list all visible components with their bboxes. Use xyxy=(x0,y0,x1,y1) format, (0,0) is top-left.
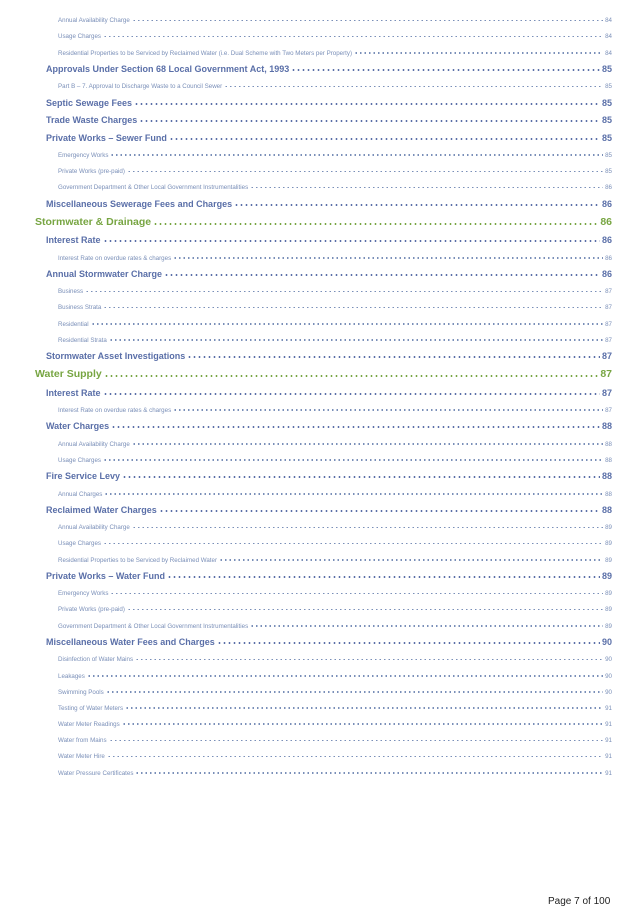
dot-leader xyxy=(139,120,600,122)
toc-entry-page-number: 89 xyxy=(605,622,612,630)
dot-leader xyxy=(103,393,600,395)
dot-leader xyxy=(132,443,603,445)
toc-entry-title: Fire Service Levy xyxy=(46,471,121,482)
dot-leader xyxy=(132,527,603,529)
toc-entry-title: Approvals Under Section 68 Local Government Act, 1993 xyxy=(46,64,290,75)
dot-leader xyxy=(125,707,603,709)
toc-entry-title: Interest Rate on overdue rates & charges xyxy=(58,254,172,262)
toc-item-entry[interactable] xyxy=(0,696,624,712)
toc-subsection-entry[interactable] xyxy=(0,57,624,75)
toc-item-entry[interactable] xyxy=(0,680,624,696)
dot-leader xyxy=(127,609,603,611)
dot-leader xyxy=(122,476,600,478)
toc-entry-title: Residential Properties to be Serviced by Reclaimed Water (i.e. Dual Scheme with Two Meters per Property) xyxy=(58,49,353,57)
toc-entry-page-number: 87 xyxy=(605,336,612,344)
toc-item-entry[interactable] xyxy=(0,663,624,679)
toc-item-entry[interactable] xyxy=(0,311,624,327)
toc-entry-page-number: 88 xyxy=(605,440,612,448)
toc-entry-page-number: 89 xyxy=(605,590,612,598)
toc-entry-page-number: 89 xyxy=(605,524,612,532)
toc-entry-page-number: 88 xyxy=(605,490,612,498)
toc-entry-title: Trade Waste Charges xyxy=(46,115,138,126)
toc-entry-title: Miscellaneous Water Fees and Charges xyxy=(46,637,215,648)
dot-leader xyxy=(103,307,603,309)
dot-leader xyxy=(103,240,600,242)
toc-item-entry[interactable] xyxy=(0,515,624,531)
toc-item-entry[interactable] xyxy=(0,613,624,629)
toc-entry-title: Interest Rate on overdue rates & charges xyxy=(58,406,172,414)
toc-entry-page-number: 85 xyxy=(601,64,612,75)
toc-entry-title: Stormwater Asset Investigations xyxy=(46,351,186,362)
toc-item-entry[interactable] xyxy=(0,728,624,744)
toc-entry-page-number: 85 xyxy=(601,132,612,143)
toc-entry-page-number: 85 xyxy=(601,97,612,108)
toc-item-entry[interactable] xyxy=(0,597,624,613)
toc-entry-title: Emergency Works xyxy=(58,151,109,159)
toc-entry-page-number: 86 xyxy=(605,254,612,262)
dot-leader xyxy=(135,772,603,774)
toc-entry-title: Private Works – Sewer Fund xyxy=(46,132,167,143)
toc-entry-title: Stormwater & Drainage xyxy=(35,215,152,228)
toc-subsection-entry[interactable] xyxy=(0,108,624,126)
toc-entry-page-number: 91 xyxy=(605,769,612,777)
toc-entry-title: Swimming Pools xyxy=(58,688,104,696)
toc-item-entry[interactable] xyxy=(0,295,624,311)
dot-leader xyxy=(85,291,603,293)
toc-subsection-entry[interactable] xyxy=(0,380,624,398)
toc-entry-title: Water Supply xyxy=(35,368,102,381)
toc-subsection-entry[interactable] xyxy=(0,498,624,516)
toc-entry-title: Annual Availability Charge xyxy=(58,17,130,25)
toc-entry-title: Business Strata xyxy=(58,304,102,312)
toc-item-entry[interactable] xyxy=(0,279,624,295)
dot-leader xyxy=(103,459,603,461)
dot-leader xyxy=(224,86,603,88)
dot-leader xyxy=(103,36,603,38)
toc-entry-page-number: 88 xyxy=(601,471,612,482)
toc-item-entry[interactable] xyxy=(0,647,624,663)
toc-item-entry[interactable] xyxy=(0,24,624,40)
dot-leader xyxy=(87,675,603,677)
dot-leader xyxy=(122,723,603,725)
toc-entry-page-number: 85 xyxy=(601,115,612,126)
page-number-footer: Page 7 of 100 xyxy=(548,896,611,907)
toc-section-heading[interactable] xyxy=(0,361,624,380)
toc-entry-title: Private Works (pre-paid) xyxy=(58,168,125,176)
toc-item-entry[interactable] xyxy=(0,531,624,547)
dot-leader xyxy=(127,171,603,173)
toc-item-entry[interactable] xyxy=(0,40,624,56)
toc-item-entry[interactable] xyxy=(0,159,624,175)
toc-entry-page-number: 89 xyxy=(601,571,612,582)
toc-entry-title: Annual Availability Charge xyxy=(58,440,130,448)
toc-entry-page-number: 87 xyxy=(605,304,612,312)
toc-item-entry[interactable] xyxy=(0,328,624,344)
toc-entry-page-number: 90 xyxy=(605,688,612,696)
dot-leader xyxy=(167,576,600,578)
toc-entry-title: Testing of Water Meters xyxy=(58,704,124,712)
toc-item-entry[interactable] xyxy=(0,581,624,597)
toc-entry-title: Miscellaneous Sewerage Fees and Charges xyxy=(46,198,233,209)
toc-entry-title: Emergency Works xyxy=(58,590,109,598)
toc-entry-title: Reclaimed Water Charges xyxy=(46,505,157,515)
toc-item-entry[interactable] xyxy=(0,398,624,414)
toc-entry-title: Business xyxy=(58,288,84,296)
toc-entry-title: Water Meter Readings xyxy=(58,721,120,729)
dot-leader xyxy=(134,103,600,105)
toc-entry-page-number: 86 xyxy=(601,235,612,246)
toc-item-entry[interactable] xyxy=(0,744,624,760)
toc-entry-title: Government Department & Other Local Government Instrumentalities xyxy=(58,184,249,192)
toc-item-entry[interactable] xyxy=(0,547,624,563)
dot-leader xyxy=(354,52,603,54)
dot-leader xyxy=(104,493,603,495)
dot-leader xyxy=(104,375,599,377)
toc-entry-page-number: 90 xyxy=(605,672,612,680)
toc-item-entry[interactable] xyxy=(0,143,624,159)
toc-item-entry[interactable] xyxy=(0,760,624,776)
toc-subsection-entry[interactable] xyxy=(0,414,624,432)
toc-entry-page-number: 91 xyxy=(605,753,612,761)
toc-entry-title: Government Department & Other Local Government Instrumentalities xyxy=(58,622,249,630)
dot-leader xyxy=(91,323,603,325)
toc-subsection-entry[interactable] xyxy=(0,564,624,582)
toc-entry-title: Usage Charges xyxy=(58,33,101,41)
toc-entry-page-number: 87 xyxy=(605,406,612,414)
toc-subsection-entry[interactable] xyxy=(0,90,624,108)
toc-entry-page-number: 86 xyxy=(600,215,612,228)
dot-leader xyxy=(164,274,600,276)
table-of-contents xyxy=(0,8,624,777)
toc-item-entry[interactable] xyxy=(0,74,624,90)
toc-entry-page-number: 88 xyxy=(601,421,612,432)
toc-entry-page-number: 91 xyxy=(605,737,612,745)
toc-entry-page-number: 86 xyxy=(601,269,612,279)
dot-leader xyxy=(217,642,600,644)
toc-subsection-entry[interactable] xyxy=(0,228,624,246)
dot-leader xyxy=(169,138,600,140)
dot-leader xyxy=(111,426,600,428)
dot-leader xyxy=(103,543,603,545)
toc-entry-title: Leakages xyxy=(58,672,85,680)
dot-leader xyxy=(110,593,603,595)
toc-entry-page-number: 87 xyxy=(600,368,612,381)
toc-entry-page-number: 85 xyxy=(605,83,612,91)
toc-entry-page-number: 87 xyxy=(605,288,612,296)
dot-leader xyxy=(219,559,603,561)
toc-entry-title: Annual Charges xyxy=(58,490,103,498)
toc-entry-title: Part B – 7. Approval to Discharge Waste to a Council Sewer xyxy=(58,83,223,91)
toc-entry-page-number: 90 xyxy=(601,637,612,648)
toc-entry-page-number: 89 xyxy=(605,556,612,564)
toc-subsection-entry[interactable] xyxy=(0,262,624,280)
toc-item-entry[interactable] xyxy=(0,245,624,261)
dot-leader xyxy=(132,20,603,22)
dot-leader xyxy=(173,409,603,411)
dot-leader xyxy=(109,339,603,341)
toc-item-entry[interactable] xyxy=(0,431,624,447)
toc-entry-page-number: 85 xyxy=(605,168,612,176)
toc-entry-page-number: 86 xyxy=(601,198,612,209)
toc-entry-title: Private Works – Water Fund xyxy=(46,571,166,582)
dot-leader xyxy=(250,625,603,627)
toc-entry-page-number: 89 xyxy=(605,606,612,614)
toc-subsection-entry[interactable] xyxy=(0,344,624,362)
toc-entry-page-number: 87 xyxy=(605,320,612,328)
toc-entry-title: Water Pressure Certificates xyxy=(58,769,134,777)
toc-entry-title: Interest Rate xyxy=(46,387,101,398)
toc-entry-page-number: 91 xyxy=(605,704,612,712)
dot-leader xyxy=(159,510,600,512)
toc-entry-title: Residential Strata xyxy=(58,336,107,344)
toc-entry-title: Septic Sewage Fees xyxy=(46,97,133,108)
toc-entry-title: Annual Availability Charge xyxy=(58,524,130,532)
toc-entry-page-number: 88 xyxy=(605,456,612,464)
toc-subsection-entry[interactable] xyxy=(0,464,624,482)
dot-leader xyxy=(173,257,603,259)
toc-entry-page-number: 84 xyxy=(605,33,612,41)
toc-entry-page-number: 88 xyxy=(601,505,612,515)
toc-entry-page-number: 91 xyxy=(605,721,612,729)
dot-leader xyxy=(107,756,603,758)
toc-entry-title: Residential Properties to be Serviced by Reclaimed Water xyxy=(58,556,217,564)
toc-subsection-entry[interactable] xyxy=(0,191,624,209)
toc-entry-title: Usage Charges xyxy=(58,540,101,548)
toc-subsection-entry[interactable] xyxy=(0,630,624,648)
toc-item-entry[interactable] xyxy=(0,481,624,497)
toc-item-entry[interactable] xyxy=(0,712,624,728)
toc-section-heading[interactable] xyxy=(0,209,624,228)
toc-entry-page-number: 89 xyxy=(605,540,612,548)
toc-entry-title: Usage Charges xyxy=(58,456,101,464)
dot-leader xyxy=(187,356,600,358)
dot-leader xyxy=(291,69,600,71)
dot-leader xyxy=(109,740,604,742)
toc-item-entry[interactable] xyxy=(0,175,624,191)
toc-entry-page-number: 85 xyxy=(605,151,612,159)
toc-entry-page-number: 84 xyxy=(605,17,612,25)
dot-leader xyxy=(106,691,603,693)
toc-entry-page-number: 87 xyxy=(601,387,612,398)
toc-item-entry[interactable] xyxy=(0,448,624,464)
dot-leader xyxy=(110,154,603,156)
toc-entry-page-number: 86 xyxy=(605,184,612,192)
toc-entry-title: Private Works (pre-paid) xyxy=(58,606,125,614)
toc-subsection-entry[interactable] xyxy=(0,125,624,143)
toc-entry-page-number: 90 xyxy=(605,656,612,664)
toc-entry-title: Annual Stormwater Charge xyxy=(46,269,163,279)
toc-item-entry[interactable] xyxy=(0,8,624,24)
dot-leader xyxy=(234,204,600,206)
toc-entry-title: Interest Rate xyxy=(46,235,101,246)
dot-leader xyxy=(153,223,598,225)
toc-entry-page-number: 84 xyxy=(605,49,612,57)
toc-entry-page-number: 87 xyxy=(601,351,612,362)
toc-entry-title: Water Charges xyxy=(46,421,110,432)
toc-entry-title: Disinfection of Water Mains xyxy=(58,656,134,664)
toc-entry-title: Water Meter Hire xyxy=(58,753,105,761)
toc-entry-title: Residential xyxy=(58,320,89,328)
dot-leader xyxy=(250,187,603,189)
dot-leader xyxy=(135,659,603,661)
toc-entry-title: Water from Mains xyxy=(58,737,107,745)
